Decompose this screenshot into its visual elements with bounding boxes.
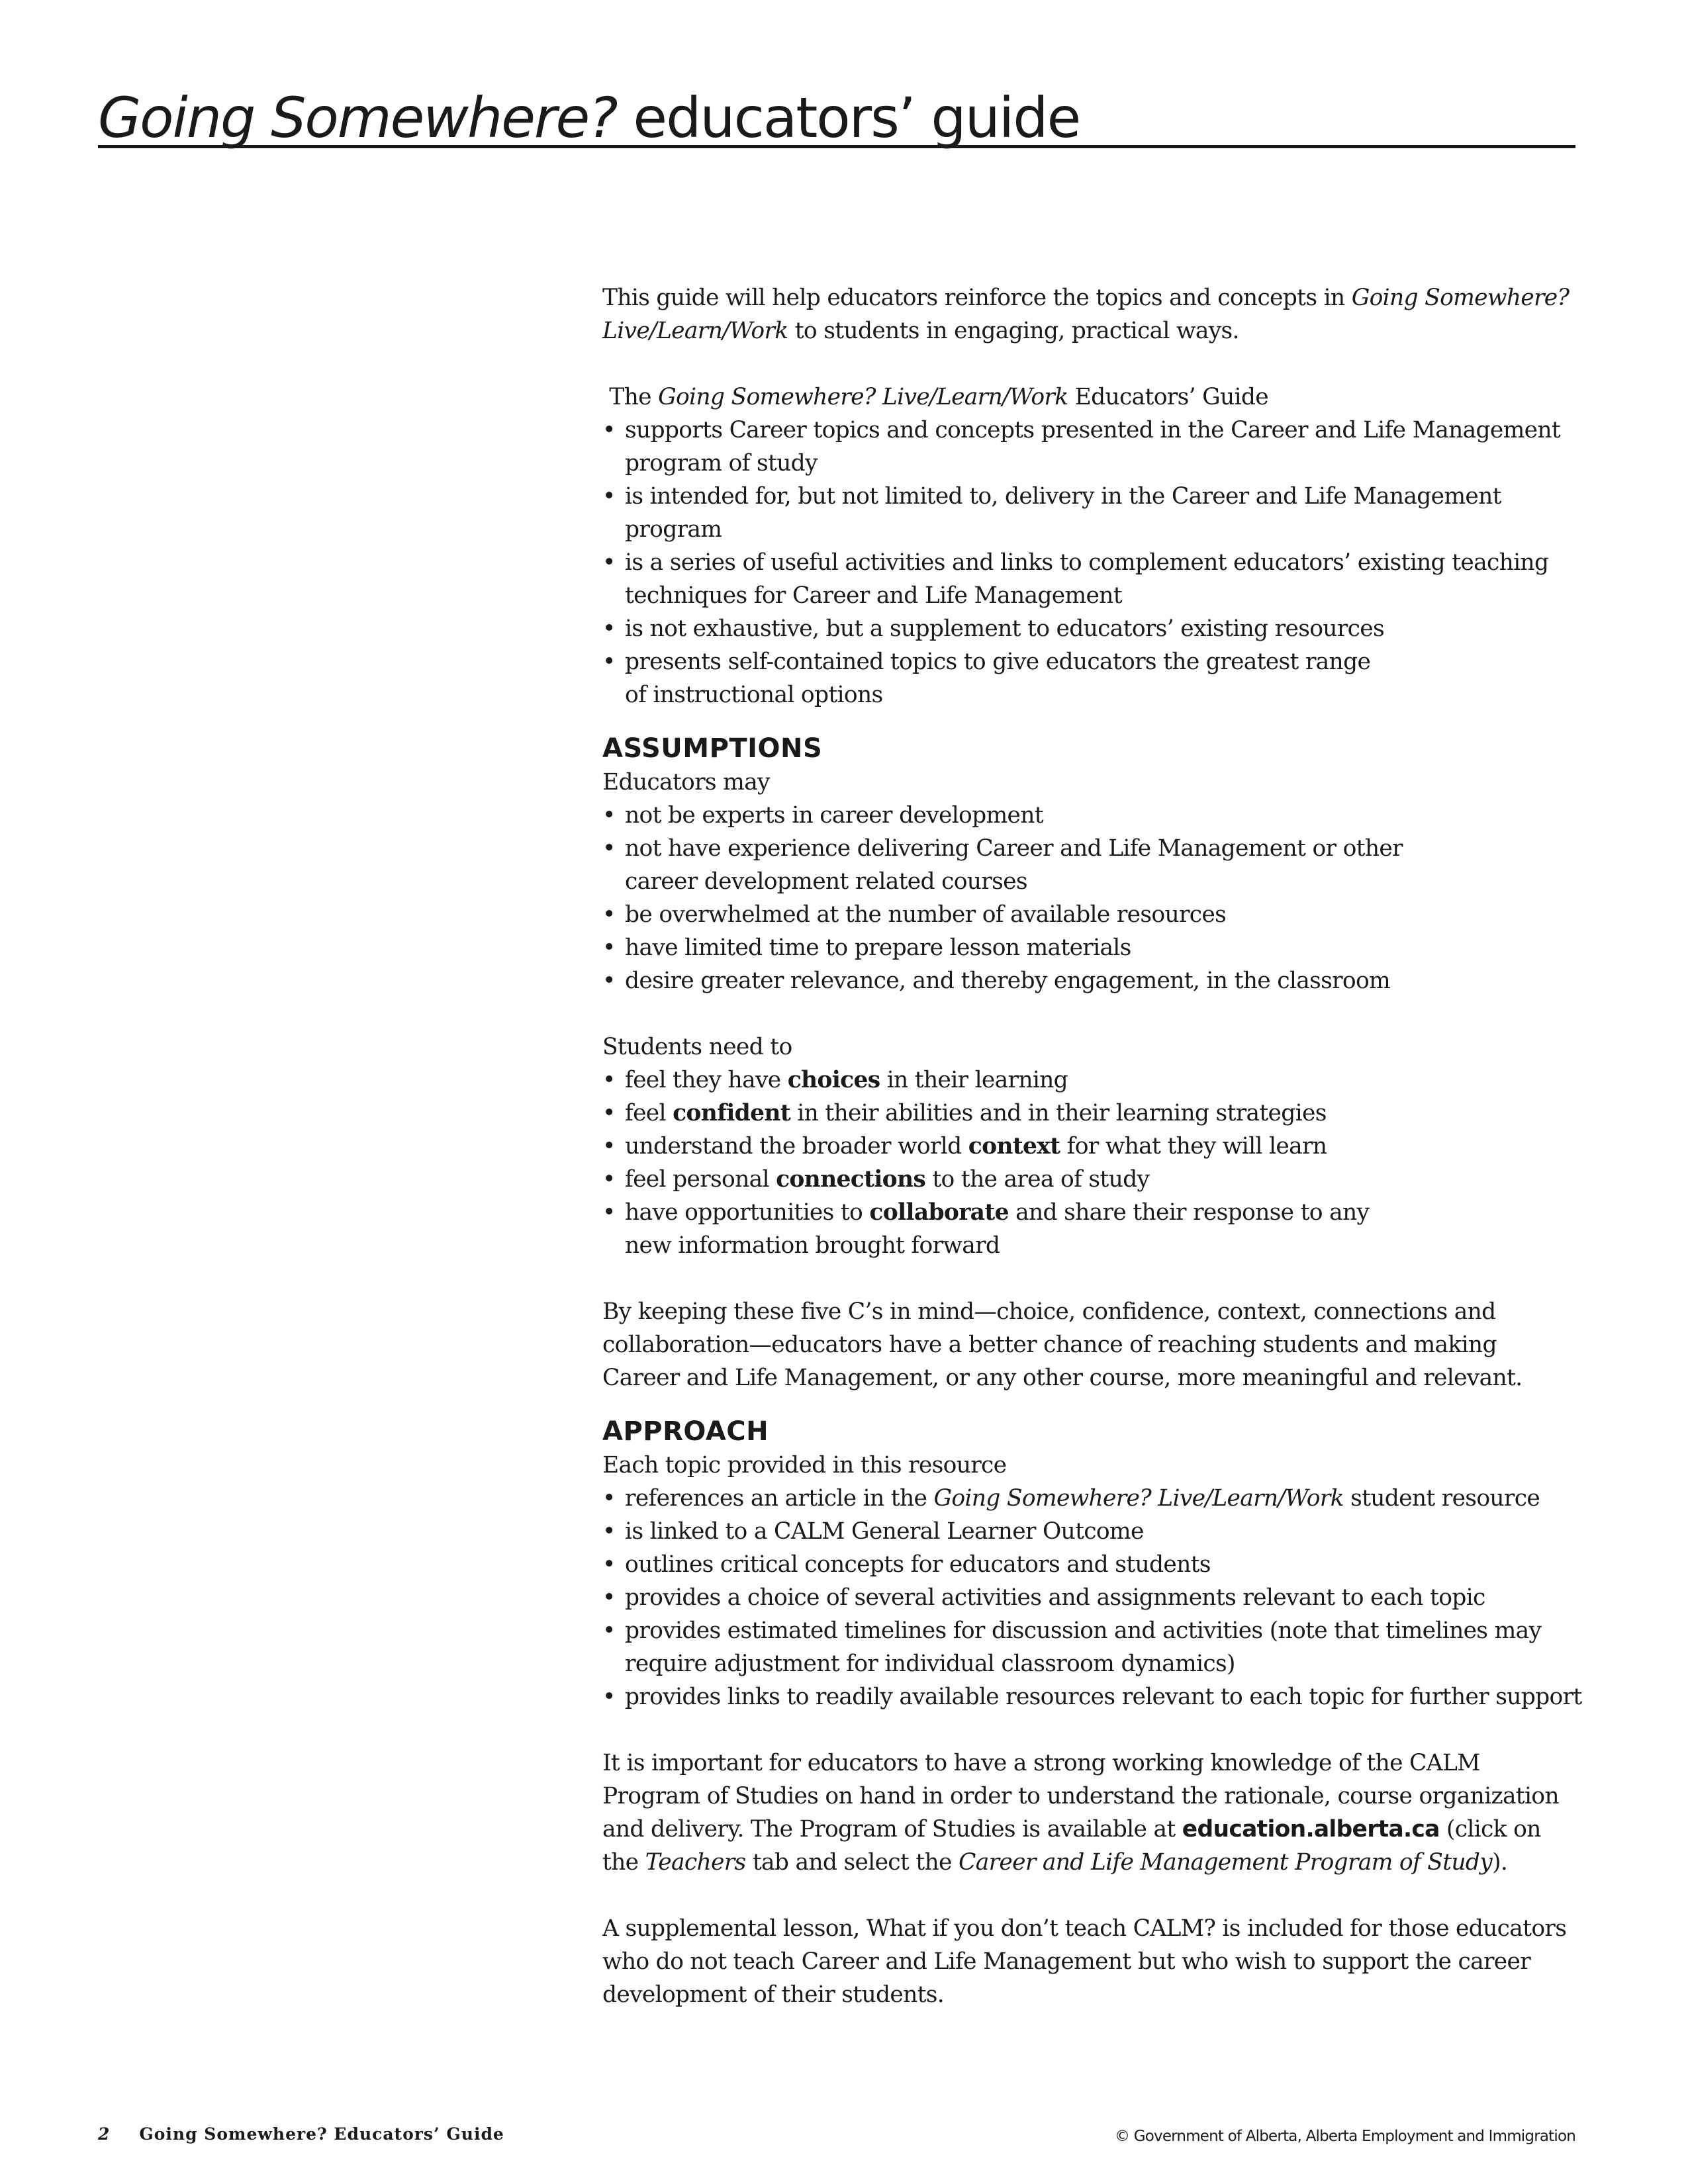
title-rest: educators’ guide bbox=[633, 85, 1080, 150]
guide-intro-text: The bbox=[602, 384, 659, 410]
list-item: • have limited time to prepare lesson materials bbox=[602, 934, 1131, 961]
list-item: • provides links to readily available resources relevant to each topic for further support bbox=[602, 1684, 1582, 1710]
approach-paragraph-2: A supplemental lesson, What if you don’t teach CALM? is included for those educators who do not teach Career and Life Management but who wish to support the career development of their students. bbox=[602, 1915, 1567, 2008]
title-italic: Going Somewhere? bbox=[98, 85, 617, 150]
intro-paragraph bbox=[602, 281, 1589, 347]
list-item: • provides a choice of several activities and assignments relevant to each topic bbox=[602, 1584, 1485, 1611]
students-intro: Students need to bbox=[602, 1034, 792, 1060]
approach-paragraph-1: It is important for educators to have a strong working knowledge of the CALM Program of Studies on hand in order to understand the rationale, course organization and delivery. The Program of Studies is available at education.alberta.ca (click on the Teachers tab and select the Career and Life Management Program of Study). bbox=[602, 1750, 1559, 1876]
footer-guide-title: Going Somewhere? Educators’ Guide bbox=[139, 2124, 504, 2144]
intro-text-end: to students in engaging, practical ways. bbox=[788, 318, 1239, 344]
guide-intro bbox=[602, 381, 1589, 414]
list-item: • not be experts in career development bbox=[602, 802, 1043, 829]
educators-intro: Educators may bbox=[602, 769, 770, 796]
approach-intro: Each topic provided in this resource bbox=[602, 1452, 1007, 1479]
guide-intro-end: Educators’ Guide bbox=[1068, 384, 1268, 410]
list-item: • understand the broader world context for what they will learn bbox=[602, 1133, 1327, 1160]
main-content bbox=[602, 281, 1589, 2011]
list-item: • is not exhaustive, but a supplement to educators’ existing resources bbox=[602, 615, 1384, 642]
footer-copyright: © Government of Alberta, Alberta Employment and Immigration bbox=[1115, 2128, 1575, 2145]
list-item: • not have experience delivering Career and Life Management or other career development related courses bbox=[602, 835, 1403, 895]
list-item: • feel confident in their abilities and in their learning strategies bbox=[602, 1100, 1327, 1126]
guide-intro-italic: Going Somewhere? Live/Learn/Work bbox=[658, 384, 1068, 410]
educators-list bbox=[602, 799, 1589, 997]
list-item: • references an article in the Going Somewhere? Live/Learn/Work student resource bbox=[602, 1485, 1540, 1512]
page-number: 2 bbox=[98, 2124, 111, 2144]
list-item: • feel they have choices in their learning bbox=[602, 1067, 1068, 1093]
assumptions-closing: By keeping these five C’s in mind—choice, confidence, context, connections and collaboration—educators have a better chance of reaching students and making Career and Life Management, or any other course, more meaningful and relevant. bbox=[602, 1298, 1523, 1391]
intro-title-italic: Going Somewhere? Live/Learn/Work bbox=[602, 285, 1570, 344]
approach-heading: APPROACH bbox=[602, 1416, 769, 1447]
students-list bbox=[602, 1064, 1589, 1262]
list-item: • is a series of useful activities and links to complement educators’ existing teaching techniques for Career and Life Management bbox=[602, 549, 1549, 609]
list-item: • provides estimated timelines for discussion and activities (note that timelines may require adjustment for individual classroom dynamics) bbox=[602, 1617, 1542, 1677]
list-item: • have opportunities to collaborate and share their response to any new information brought forward bbox=[602, 1199, 1370, 1259]
list-item: • is linked to a CALM General Learner Outcome bbox=[602, 1518, 1144, 1545]
footer-left bbox=[98, 2124, 504, 2144]
assumptions-heading: ASSUMPTIONS bbox=[602, 733, 823, 764]
list-item: • be overwhelmed at the number of available resources bbox=[602, 901, 1227, 928]
list-item: • outlines critical concepts for educators and students bbox=[602, 1551, 1211, 1578]
list-item: • presents self-contained topics to give educators the greatest range of instructional options bbox=[602, 649, 1371, 708]
guide-list bbox=[602, 414, 1589, 711]
list-item: • desire greater relevance, and thereby engagement, in the classroom bbox=[602, 968, 1391, 994]
education-link[interactable]: education.alberta.ca bbox=[1182, 1816, 1440, 1843]
list-item: • feel personal connections to the area of study bbox=[602, 1166, 1150, 1193]
approach-list bbox=[602, 1482, 1589, 1713]
page-title bbox=[98, 87, 1575, 148]
list-item: • supports Career topics and concepts presented in the Career and Life Management program of study bbox=[602, 417, 1561, 477]
intro-text: This guide will help educators reinforce the topics and concepts in bbox=[602, 285, 1352, 311]
list-item: • is intended for, but not limited to, delivery in the Career and Life Management program bbox=[602, 483, 1501, 543]
